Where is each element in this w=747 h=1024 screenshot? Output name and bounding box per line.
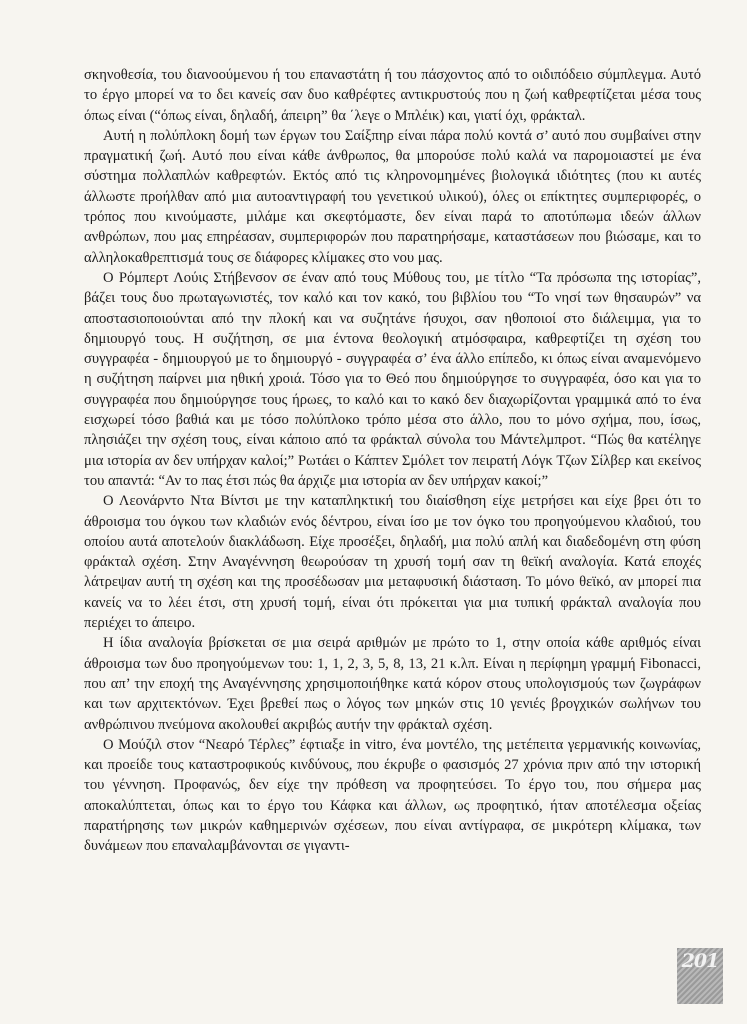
paragraph-3: Ο Ρόμπερτ Λούις Στήβενσον σε έναν από τους Μύθους του, με τίτλο “Τα πρόσωπα της ιστορίας”, βάζει τους δυο πρωταγωνιστές, τον καλό και τον κακό, του βιβλίου του “Το νησί των θησαυρών” να αποστασιοποιούνται από την πλοκή και να συζητάνε ήσυχοι, σαν ηθοποιοί στο διάλειμμα, για το δημιουργό τους. Η συζήτηση, σε μια έντονα θεολογική ατμόσφαιρα, καθρεφτίζει τη σχέση του συγγραφέα - δημιουργού με το δημιουργό - συγγραφέα σ’ ένα άλλο επίπεδο, κι όπως είναι αναμενόμενο η συζήτηση παίρνει μια ηθική χροιά. Τόσο για το Θεό που δημιούργησε το συγγραφέα, όσο και για το συγγραφέα που δημιούργησε τους ήρωες, το καλό και το κακό δεν διαχωρίζονται γραμμικά από το ένα εισχωρεί τόσο βαθιά και με τόσο πολύπλοκο τρόπο μέσα στο άλλο, που το μόνο σχήμα, που, ίσως, πλησιάζει την σχέση τους, είναι κάποιο από τα φράκταλ σύνολα του Μάντελμπροτ. “Πώς θα κατέληγε μια ιστορία αν δεν υπήρχαν καλοί;” Ρωτάει ο Κάπτεν Σμόλετ τον πειρατή Λόγκ Τζων Σίλβερ και εκείνος του απαντά: “Αν το πας έτσι πώς θα άρχιζε μια ιστορία αν δεν υπήρχαν κακοί;” bbox=[84, 269, 701, 489]
page-number-box bbox=[677, 948, 723, 1004]
paragraph-5: Η ίδια αναλογία βρίσκεται σε μια σειρά αριθμών με πρώτο το 1, στην οποία κάθε αριθμός είναι άθροισμα των δυο προηγούμενων του: 1, 1, 2, 3, 5, 8, 13, 21 κ.λπ. Είναι η περίφημη γραμμή Fibonacci, που απ’ την εποχή της Αναγέννησης χρησιμοποιήθηκε κατά κόρον στους υπολογισμούς των ζωγράφων και των αρχιτεκτόνων. Έχει βρεθεί πως ο λόγος των μηκών στις 10 γενιές βρογχικών σωλήνων του ανθρώπινου πνεύμονα ακολουθεί ακριβώς αυτήν την φράκταλ σχέση. bbox=[84, 635, 701, 733]
paragraph-6: Ο Μούζιλ στον “Νεαρό Τέρλες” έφτιαξε in vitro, ένα μοντέλο, της μετέπειτα γερμανικής κοινωνίας, και προείδε τους καταστροφικούς κινδύνους, που έκρυβε ο φασισμός 27 χρόνια πριν από την ιστορική του γέννηση. Προφανώς, δεν είχε την πρόθεση να προφητεύσει. Το έργο του, που σήμερα μας αποκαλύπτεται, όπως και το έργο του Κάφκα και άλλων, ως προφητικό, ήταν αποτέλεσμα οξείας παρατήρησης των μικρών καθημερινών σχέσεων, που είναι αντίγραφα, σε μικρότερη κλίμακα, των δυνάμεων που επαναλαμβάνονται σε γιγαντι- bbox=[84, 736, 701, 855]
paragraph-2: Αυτή η πολύπλοκη δομή των έργων του Σαίξπηρ είναι πάρα πολύ κοντά σ’ αυτό που συμβαίνει στην πραγματική ζωή. Αυτό που είναι κάθε άνθρωπος, θα μπορούσε πολύ καλά να παρομοιαστεί με ένα σύστημα πολλαπλών καθρεφτών. Εκτός από τις κληρονομημένες βιολογικά ιδιότητες (που κι αυτές άλλωστε προήλθαν από μια αυτοαντιγραφή του γενετικού υλικού), όλες οι επίκτητες συμπεριφορές, ο τρόπος που κινούμαστε, μιλάμε και σκεφτόμαστε, δεν είναι παρά το αποτύπωμα ιδεών άλλων ανθρώπων, που μας επηρέασαν, συμπεριφορών που παρατηρήσαμε, καταστάσεων που βιώσαμε, και το αλληλοκαθρεπτισμά τους σε διάφορες κλίμακες στο νου μας. bbox=[84, 127, 701, 266]
page-number: 201 bbox=[681, 950, 719, 972]
paragraph-4: Ο Λεονάρντο Ντα Βίντσι με την καταπληκτική του διαίσθηση είχε μετρήσει και είχε βρει ότι το άθροισμα του όγκου των κλαδιών ενός δέντρου, είναι ίσο με τον όγκο του προηγούμενου κλαδιού, του οποίου αυτά αποτελούν διακλάδωση. Είχε προσέξει, δηλαδή, μια πολύ απλή και διαδεδομένη στη φύση φράκταλ σχέση. Στην Αναγέννηση θεωρούσαν τη χρυσή τομή σαν τη θεϊκή αναλογία. Κατά εποχές λάτρεψαν αυτή τη σχέση και της προσέδωσαν μια μεταφυσική διάσταση. Το μόνο θεϊκό, αν μπορεί πια κανείς να το λέει έτσι, στη χρυσή τομή, είναι ότι πρόκειται για μια τυπική φράκταλ αναλογία που περιέχει το άπειρο. bbox=[84, 493, 701, 632]
body-text bbox=[84, 65, 701, 857]
paragraph-1: σκηνοθεσία, του διανοούμενου ή του επαναστάτη ή του πάσχοντος από το οιδιπόδειο σύμπλεγμα. Αυτό το έργο μπορεί να το δει κανείς σαν δυο καθρέφτες αντικρυστούς που η ζωή καθρεφτίζεται μέσα τους όπως είναι (“όπως είναι, δηλαδή, άπειρη” θα ΄λεγε ο Μπλέικ) και, γιατί όχι, φράκταλ. bbox=[84, 67, 701, 124]
